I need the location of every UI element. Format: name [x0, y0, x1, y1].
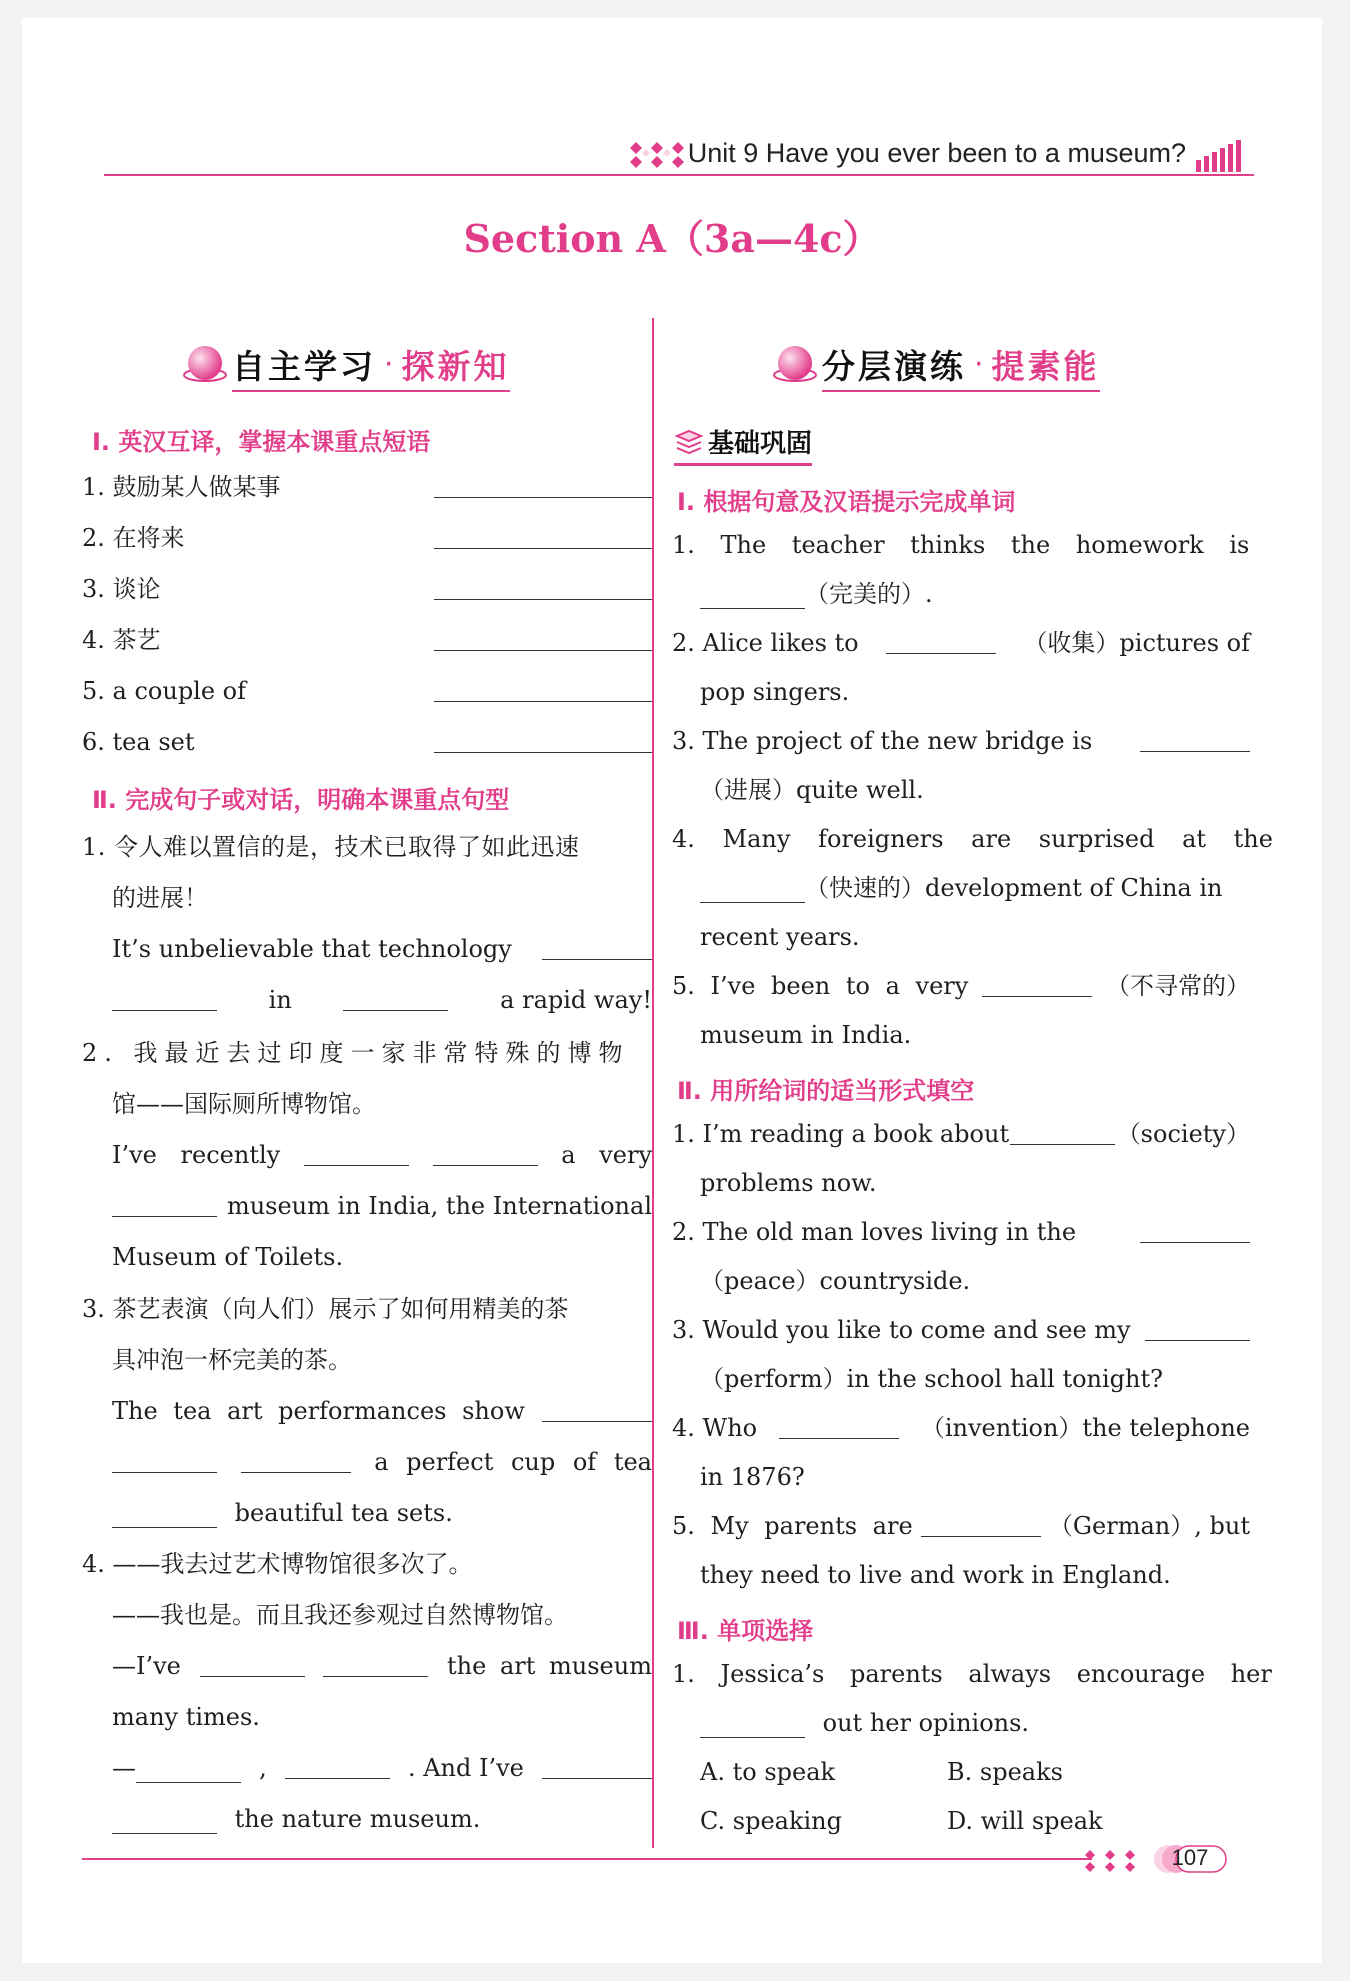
q3-chinese-line1: 3. 茶艺表演（向人们）展示了如何用精美的茶	[82, 1295, 569, 1323]
answer-blank[interactable]	[542, 934, 652, 960]
answer-blank[interactable]	[112, 1502, 217, 1528]
right-banner	[772, 334, 1100, 394]
r2-q3-line2: （perform）in the school hall tonight?	[700, 1365, 1164, 1393]
answer-blank[interactable]	[112, 1191, 217, 1217]
answer-blank[interactable]	[304, 1140, 409, 1166]
basic-consolidation-label: 基础巩固	[674, 423, 812, 460]
r2-q3-line1: 3. Would you like to come and see my	[672, 1315, 1250, 1345]
diamond-decoration-icon	[628, 140, 694, 170]
footer-diamond-icon	[1082, 1848, 1148, 1874]
r2-q2-line1: 2. The old man loves living in the	[672, 1217, 1250, 1247]
answer-blank[interactable]	[136, 1757, 241, 1783]
q4-english-line4: the nature museum.	[112, 1804, 480, 1834]
q4-chinese-line1: 4. ——我去过艺术博物馆很多次了。	[82, 1550, 473, 1578]
r1-q5-line1: 5. I’ve been to a very （不寻常的）	[672, 972, 1250, 1000]
banner-part1: 分层演练	[822, 346, 966, 386]
answer-blank[interactable]	[779, 1413, 899, 1439]
answer-blank[interactable]	[886, 628, 996, 654]
answer-blank[interactable]	[1010, 1119, 1115, 1145]
right-section-2-heading: Ⅱ. 用所给词的适当形式填空	[677, 1077, 975, 1105]
q4-english-line1: —I’ve the art museum	[112, 1652, 652, 1680]
answer-blank[interactable]	[112, 1808, 217, 1834]
answer-blank[interactable]	[112, 1447, 217, 1473]
q1-english-line2: in a rapid way!	[112, 985, 652, 1015]
answer-blank[interactable]	[1145, 1315, 1250, 1341]
mc-option-b[interactable]: B. speaks	[947, 1758, 1063, 1786]
q3-english-line1: The tea art performances show	[112, 1396, 652, 1426]
mc-option-a[interactable]: A. to speak	[700, 1758, 836, 1786]
q2-chinese-line2: 馆——国际厕所博物馆。	[112, 1090, 376, 1118]
vocab-item: 2. 在将来	[82, 523, 652, 553]
answer-blank[interactable]	[542, 1753, 652, 1779]
r1-q4-line2: （快速的）development of China in	[700, 873, 1223, 903]
right-section-3-heading: Ⅲ. 单项选择	[677, 1617, 814, 1645]
right-section-1-heading: Ⅰ. 根据句意及汉语提示完成单词	[677, 488, 1016, 516]
page-number: 107	[1171, 1845, 1209, 1870]
answer-blank[interactable]	[112, 985, 217, 1011]
q2-english-line1: I’ve recently a very	[112, 1141, 652, 1169]
q1-english-line1: It’s unbelievable that technology	[112, 934, 652, 964]
book-stack-icon	[674, 428, 704, 456]
answer-blank[interactable]	[1140, 726, 1250, 752]
answer-blank[interactable]	[434, 625, 652, 651]
answer-blank[interactable]	[700, 1712, 805, 1738]
mc-q1-stem-line1: 1. Jessica’s parents always encourage her	[672, 1660, 1272, 1688]
signal-bars-icon	[1194, 138, 1248, 174]
r2-q4-line1: 4. Who （invention）the telephone	[672, 1414, 1250, 1442]
answer-blank[interactable]	[241, 1447, 351, 1473]
footer-rule	[82, 1858, 1092, 1860]
q3-english-line2: a perfect cup of tea	[112, 1447, 652, 1477]
left-section-1-heading: Ⅰ. 英汉互译，掌握本课重点短语	[92, 428, 431, 456]
banner-dot: ·	[974, 346, 984, 382]
answer-blank[interactable]	[343, 985, 448, 1011]
answer-blank[interactable]	[434, 472, 652, 498]
banner-part2: 提素能	[991, 346, 1100, 386]
r1-q2-line2: pop singers.	[700, 678, 850, 706]
unit-title: Unit 9 Have you ever been to a museum?	[687, 138, 1186, 168]
mc-option-d[interactable]: D. will speak	[947, 1807, 1103, 1835]
q3-english-line3: beautiful tea sets.	[112, 1498, 453, 1528]
r1-q1-line2: （完美的）.	[700, 579, 933, 609]
sphere-icon	[772, 341, 818, 387]
workbook-page	[22, 18, 1322, 1963]
column-divider	[652, 318, 654, 1848]
vocab-item: 4. 茶艺	[82, 625, 652, 655]
answer-blank[interactable]	[200, 1651, 305, 1677]
answer-blank[interactable]	[700, 877, 805, 903]
vocab-item: 3. 谈论	[82, 574, 652, 604]
r2-q1-line1: 1. I’m reading a book about （society）	[672, 1120, 1250, 1148]
mc-q1-stem-line2: out her opinions.	[700, 1708, 1029, 1738]
vocab-item: 6. tea set	[82, 727, 652, 757]
answer-blank[interactable]	[1140, 1217, 1250, 1243]
left-section-2-heading: Ⅱ. 完成句子或对话，明确本课重点句型	[92, 786, 510, 814]
vocab-item: 5. a couple of	[82, 676, 652, 706]
answer-blank[interactable]	[434, 574, 652, 600]
answer-blank[interactable]	[433, 1140, 538, 1166]
answer-blank[interactable]	[285, 1753, 390, 1779]
answer-blank[interactable]	[434, 676, 652, 702]
mc-option-c[interactable]: C. speaking	[700, 1807, 842, 1835]
answer-blank[interactable]	[434, 727, 652, 753]
r1-q5-line2: museum in India.	[700, 1021, 912, 1049]
answer-blank[interactable]	[700, 583, 805, 609]
q2-english-line2: museum in India, the International	[112, 1191, 652, 1221]
r1-q2-line1: 2. Alice likes to （收集）pictures of	[672, 629, 1250, 657]
banner-underline	[822, 390, 1100, 392]
r1-q4-line1: 4. Many foreigners are surprised at the	[672, 825, 1273, 853]
q4-english-line2: many times.	[112, 1703, 260, 1731]
left-banner	[182, 334, 510, 394]
r1-q1-line1: 1. The teacher thinks the homework is	[672, 531, 1250, 559]
q3-chinese-line2: 具冲泡一杯完美的茶。	[112, 1346, 352, 1374]
r2-q5-line2: they need to live and work in England.	[700, 1561, 1171, 1589]
page-title: Section A（3a—4c）	[463, 216, 881, 261]
q4-chinese-line2: ——我也是。而且我还参观过自然博物馆。	[112, 1601, 568, 1629]
answer-blank[interactable]	[921, 1511, 1041, 1537]
vocab-item: 1. 鼓励某人做某事	[82, 472, 652, 502]
answer-blank[interactable]	[434, 523, 652, 549]
q1-chinese-line1: 1. 令人难以置信的是，技术已取得了如此迅速	[82, 833, 580, 861]
r2-q5-line1: 5. My parents are （German）, but	[672, 1512, 1250, 1540]
answer-blank[interactable]	[982, 971, 1092, 997]
banner-dot: ·	[384, 346, 394, 382]
q2-chinese-line1: 2. 我最近去过印度一家非常特殊的博物	[82, 1039, 630, 1067]
r1-q3-line1: 3. The project of the new bridge is	[672, 726, 1250, 756]
r2-q1-line2: problems now.	[700, 1169, 877, 1197]
header-rule	[104, 174, 1254, 176]
r1-q4-line3: recent years.	[700, 923, 860, 951]
sphere-icon	[182, 341, 228, 387]
running-header	[104, 136, 1254, 176]
answer-blank[interactable]	[542, 1396, 652, 1422]
q4-english-line3: — , . And I’ve	[112, 1753, 652, 1783]
banner-underline	[232, 390, 510, 392]
q1-chinese-line2: 的进展！	[112, 884, 208, 912]
r2-q2-line2: （peace）countryside.	[700, 1267, 971, 1295]
answer-blank[interactable]	[323, 1651, 428, 1677]
r2-q4-line2: in 1876?	[700, 1463, 805, 1491]
banner-part2: 探新知	[401, 346, 510, 386]
q2-english-line3: Museum of Toilets.	[112, 1243, 344, 1271]
r1-q3-line2: （进展）quite well.	[700, 776, 924, 804]
banner-part1: 自主学习	[232, 346, 376, 386]
